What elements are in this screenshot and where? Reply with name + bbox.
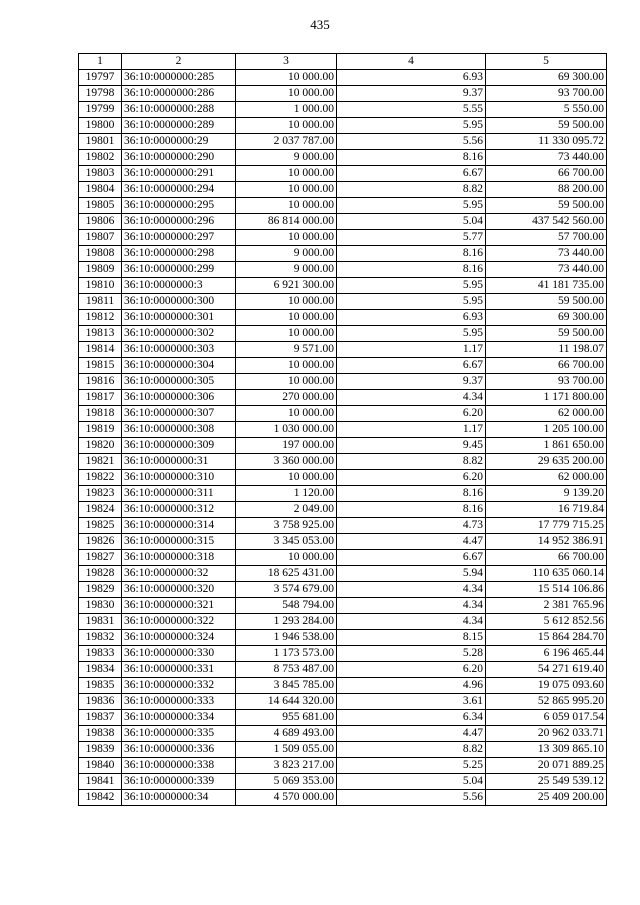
value-cell: 73 440.00 (486, 150, 607, 166)
value-cell: 66 700.00 (486, 550, 607, 566)
rate-cell: 5.28 (337, 646, 486, 662)
table-row (79, 598, 607, 614)
area-cell: 1 173 573.00 (236, 646, 337, 662)
header-col-3: 3 (236, 54, 337, 70)
page-number: 435 (310, 17, 330, 32)
rate-cell: 8.15 (337, 630, 486, 646)
area-cell: 10 000.00 (236, 310, 337, 326)
rate-cell: 8.16 (337, 150, 486, 166)
rate-cell: 1.17 (337, 422, 486, 438)
cadastral-number-cell: 36:10:0000000:322 (122, 614, 236, 630)
table-row (79, 134, 607, 150)
rate-cell: 8.82 (337, 742, 486, 758)
area-cell: 9 571.00 (236, 342, 337, 358)
value-cell: 19 075 093.60 (486, 678, 607, 694)
rate-cell: 9.37 (337, 86, 486, 102)
row-number-cell: 19819 (79, 422, 122, 438)
cadastral-number-cell: 36:10:0000000:309 (122, 438, 236, 454)
row-number-cell: 19829 (79, 582, 122, 598)
value-cell: 93 700.00 (486, 86, 607, 102)
table-row (79, 326, 607, 342)
value-cell: 5 612 852.56 (486, 614, 607, 630)
value-cell: 59 500.00 (486, 294, 607, 310)
rate-cell: 5.95 (337, 326, 486, 342)
row-number-cell: 19805 (79, 198, 122, 214)
value-cell: 59 500.00 (486, 118, 607, 134)
cadastral-number-cell: 36:10:0000000:303 (122, 342, 236, 358)
area-cell: 10 000.00 (236, 86, 337, 102)
area-cell: 10 000.00 (236, 70, 337, 86)
value-cell: 66 700.00 (486, 358, 607, 374)
rate-cell: 4.34 (337, 390, 486, 406)
value-cell: 69 300.00 (486, 310, 607, 326)
rate-cell: 4.47 (337, 726, 486, 742)
area-cell: 1 293 284.00 (236, 614, 337, 630)
table-row (79, 310, 607, 326)
table-row (79, 422, 607, 438)
table-row (79, 406, 607, 422)
rate-cell: 4.96 (337, 678, 486, 694)
table-row (79, 262, 607, 278)
row-number-cell: 19808 (79, 246, 122, 262)
row-number-cell: 19838 (79, 726, 122, 742)
value-cell: 93 700.00 (486, 374, 607, 390)
table-row (79, 454, 607, 470)
area-cell: 10 000.00 (236, 326, 337, 342)
cadastral-number-cell: 36:10:0000000:294 (122, 182, 236, 198)
cadastral-number-cell: 36:10:0000000:297 (122, 230, 236, 246)
area-cell: 10 000.00 (236, 118, 337, 134)
area-cell: 197 000.00 (236, 438, 337, 454)
row-number-cell: 19830 (79, 598, 122, 614)
table-row (79, 726, 607, 742)
row-number-cell: 19803 (79, 166, 122, 182)
cadastral-number-cell: 36:10:0000000:296 (122, 214, 236, 230)
cadastral-number-cell: 36:10:0000000:318 (122, 550, 236, 566)
area-cell: 10 000.00 (236, 182, 337, 198)
table-row (79, 694, 607, 710)
row-number-cell: 19821 (79, 454, 122, 470)
value-cell: 25 409 200.00 (486, 790, 607, 806)
value-cell: 15 514 106.86 (486, 582, 607, 598)
row-number-cell: 19809 (79, 262, 122, 278)
value-cell: 54 271 619.40 (486, 662, 607, 678)
value-cell: 1 171 800.00 (486, 390, 607, 406)
table-row (79, 566, 607, 582)
row-number-cell: 19815 (79, 358, 122, 374)
rate-cell: 4.34 (337, 614, 486, 630)
row-number-cell: 19827 (79, 550, 122, 566)
value-cell: 41 181 735.00 (486, 278, 607, 294)
area-cell: 10 000.00 (236, 374, 337, 390)
rate-cell: 6.67 (337, 358, 486, 374)
rate-cell: 6.20 (337, 406, 486, 422)
rate-cell: 5.95 (337, 294, 486, 310)
table-row (79, 150, 607, 166)
cadastral-number-cell: 36:10:0000000:299 (122, 262, 236, 278)
area-cell: 2 037 787.00 (236, 134, 337, 150)
row-number-cell: 19841 (79, 774, 122, 790)
cadastral-number-cell: 36:10:0000000:285 (122, 70, 236, 86)
value-cell: 6 196 465.44 (486, 646, 607, 662)
value-cell: 9 139.20 (486, 486, 607, 502)
row-number-cell: 19807 (79, 230, 122, 246)
table-row (79, 550, 607, 566)
cadastral-number-cell: 36:10:0000000:314 (122, 518, 236, 534)
area-cell: 1 000.00 (236, 102, 337, 118)
area-cell: 4 570 000.00 (236, 790, 337, 806)
cadastral-number-cell: 36:10:0000000:324 (122, 630, 236, 646)
value-cell: 25 549 539.12 (486, 774, 607, 790)
cadastral-number-cell: 36:10:0000000:312 (122, 502, 236, 518)
row-number-cell: 19840 (79, 758, 122, 774)
cadastral-number-cell: 36:10:0000000:304 (122, 358, 236, 374)
value-cell: 11 198.07 (486, 342, 607, 358)
rate-cell: 6.20 (337, 470, 486, 486)
cadastral-number-cell: 36:10:0000000:315 (122, 534, 236, 550)
value-cell: 2 381 765.96 (486, 598, 607, 614)
cadastral-number-cell: 36:10:0000000:335 (122, 726, 236, 742)
row-number-cell: 19836 (79, 694, 122, 710)
rate-cell: 6.20 (337, 662, 486, 678)
area-cell: 10 000.00 (236, 198, 337, 214)
rate-cell: 6.34 (337, 710, 486, 726)
table-row (79, 662, 607, 678)
value-cell: 5 550.00 (486, 102, 607, 118)
rate-cell: 5.95 (337, 198, 486, 214)
value-cell: 69 300.00 (486, 70, 607, 86)
value-cell: 59 500.00 (486, 326, 607, 342)
value-cell: 11 330 095.72 (486, 134, 607, 150)
cadastral-number-cell: 36:10:0000000:307 (122, 406, 236, 422)
value-cell: 57 700.00 (486, 230, 607, 246)
cadastral-number-cell: 36:10:0000000:330 (122, 646, 236, 662)
table-row (79, 182, 607, 198)
rate-cell: 5.77 (337, 230, 486, 246)
row-number-cell: 19831 (79, 614, 122, 630)
area-cell: 3 345 053.00 (236, 534, 337, 550)
row-number-cell: 19811 (79, 294, 122, 310)
value-cell: 20 962 033.71 (486, 726, 607, 742)
table-row (79, 470, 607, 486)
value-cell: 62 000.00 (486, 406, 607, 422)
row-number-cell: 19823 (79, 486, 122, 502)
rate-cell: 8.16 (337, 262, 486, 278)
table-row (79, 374, 607, 390)
area-cell: 3 574 679.00 (236, 582, 337, 598)
cadastral-number-cell: 36:10:0000000:320 (122, 582, 236, 598)
rate-cell: 5.55 (337, 102, 486, 118)
table-row (79, 102, 607, 118)
area-cell: 3 845 785.00 (236, 678, 337, 694)
table-row (79, 86, 607, 102)
table-row (79, 230, 607, 246)
cadastral-number-cell: 36:10:0000000:310 (122, 470, 236, 486)
area-cell: 5 069 353.00 (236, 774, 337, 790)
value-cell: 88 200.00 (486, 182, 607, 198)
cadastral-number-cell: 36:10:0000000:290 (122, 150, 236, 166)
table-row (79, 646, 607, 662)
area-cell: 10 000.00 (236, 358, 337, 374)
cadastral-number-cell: 36:10:0000000:3 (122, 278, 236, 294)
area-cell: 1 120.00 (236, 486, 337, 502)
rate-cell: 1.17 (337, 342, 486, 358)
row-number-cell: 19820 (79, 438, 122, 454)
cadastral-number-cell: 36:10:0000000:289 (122, 118, 236, 134)
rate-cell: 9.45 (337, 438, 486, 454)
row-number-cell: 19835 (79, 678, 122, 694)
cadastral-number-cell: 36:10:0000000:308 (122, 422, 236, 438)
area-cell: 1 509 055.00 (236, 742, 337, 758)
table-row (79, 758, 607, 774)
table-row (79, 630, 607, 646)
value-cell: 62 000.00 (486, 470, 607, 486)
table-body (79, 70, 607, 806)
area-cell: 10 000.00 (236, 294, 337, 310)
rate-cell: 6.93 (337, 310, 486, 326)
cadastral-number-cell: 36:10:0000000:302 (122, 326, 236, 342)
row-number-cell: 19799 (79, 102, 122, 118)
row-number-cell: 19839 (79, 742, 122, 758)
area-cell: 9 000.00 (236, 246, 337, 262)
table-row (79, 342, 607, 358)
value-cell: 110 635 060.14 (486, 566, 607, 582)
rate-cell: 5.95 (337, 278, 486, 294)
value-cell: 73 440.00 (486, 262, 607, 278)
cadastral-number-cell: 36:10:0000000:32 (122, 566, 236, 582)
rate-cell: 6.67 (337, 166, 486, 182)
value-cell: 1 205 100.00 (486, 422, 607, 438)
row-number-cell: 19798 (79, 86, 122, 102)
rate-cell: 5.56 (337, 790, 486, 806)
cadastral-number-cell: 36:10:0000000:338 (122, 758, 236, 774)
table-row (79, 294, 607, 310)
rate-cell: 5.95 (337, 118, 486, 134)
row-number-cell: 19832 (79, 630, 122, 646)
cadastral-number-cell: 36:10:0000000:34 (122, 790, 236, 806)
value-cell: 6 059 017.54 (486, 710, 607, 726)
value-cell: 29 635 200.00 (486, 454, 607, 470)
area-cell: 6 921 300.00 (236, 278, 337, 294)
table-row (79, 742, 607, 758)
cadastral-number-cell: 36:10:0000000:333 (122, 694, 236, 710)
row-number-cell: 19833 (79, 646, 122, 662)
rate-cell: 6.93 (337, 70, 486, 86)
rate-cell: 5.04 (337, 214, 486, 230)
cadastral-number-cell: 36:10:0000000:306 (122, 390, 236, 406)
table-row (79, 582, 607, 598)
header-col-4: 4 (337, 54, 486, 70)
row-number-cell: 19812 (79, 310, 122, 326)
row-number-cell: 19814 (79, 342, 122, 358)
header-col-5: 5 (486, 54, 607, 70)
value-cell: 59 500.00 (486, 198, 607, 214)
value-cell: 16 719.84 (486, 502, 607, 518)
value-cell: 1 861 650.00 (486, 438, 607, 454)
row-number-cell: 19801 (79, 134, 122, 150)
row-number-cell: 19818 (79, 406, 122, 422)
area-cell: 10 000.00 (236, 406, 337, 422)
table-row (79, 118, 607, 134)
area-cell: 548 794.00 (236, 598, 337, 614)
cadastral-number-cell: 36:10:0000000:331 (122, 662, 236, 678)
rate-cell: 5.25 (337, 758, 486, 774)
rate-cell: 4.34 (337, 598, 486, 614)
row-number-cell: 19842 (79, 790, 122, 806)
area-cell: 10 000.00 (236, 166, 337, 182)
row-number-cell: 19816 (79, 374, 122, 390)
row-number-cell: 19804 (79, 182, 122, 198)
table-row (79, 358, 607, 374)
value-cell: 14 952 386.91 (486, 534, 607, 550)
table-row (79, 790, 607, 806)
rate-cell: 8.16 (337, 246, 486, 262)
rate-cell: 8.16 (337, 502, 486, 518)
cadastral-number-cell: 36:10:0000000:291 (122, 166, 236, 182)
header-col-2: 2 (122, 54, 236, 70)
header-col-1: 1 (79, 54, 122, 70)
rate-cell: 4.34 (337, 582, 486, 598)
row-number-cell: 19806 (79, 214, 122, 230)
cadastral-number-cell: 36:10:0000000:321 (122, 598, 236, 614)
area-cell: 3 758 925.00 (236, 518, 337, 534)
cadastral-number-cell: 36:10:0000000:305 (122, 374, 236, 390)
data-table (78, 53, 607, 806)
value-cell: 73 440.00 (486, 246, 607, 262)
cadastral-number-cell: 36:10:0000000:311 (122, 486, 236, 502)
cadastral-number-cell: 36:10:0000000:339 (122, 774, 236, 790)
value-cell: 20 071 889.25 (486, 758, 607, 774)
header-row (79, 54, 607, 70)
table-row (79, 518, 607, 534)
table-row (79, 614, 607, 630)
table-row (79, 390, 607, 406)
row-number-cell: 19824 (79, 502, 122, 518)
area-cell: 8 753 487.00 (236, 662, 337, 678)
area-cell: 9 000.00 (236, 262, 337, 278)
rate-cell: 9.37 (337, 374, 486, 390)
table-row (79, 678, 607, 694)
row-number-cell: 19828 (79, 566, 122, 582)
area-cell: 4 689 493.00 (236, 726, 337, 742)
row-number-cell: 19797 (79, 70, 122, 86)
table-row (79, 70, 607, 86)
rate-cell: 8.16 (337, 486, 486, 502)
rate-cell: 8.82 (337, 182, 486, 198)
cadastral-number-cell: 36:10:0000000:286 (122, 86, 236, 102)
table-row (79, 438, 607, 454)
area-cell: 10 000.00 (236, 230, 337, 246)
table-row (79, 486, 607, 502)
area-cell: 270 000.00 (236, 390, 337, 406)
rate-cell: 4.73 (337, 518, 486, 534)
table-row (79, 774, 607, 790)
rate-cell: 6.67 (337, 550, 486, 566)
value-cell: 437 542 560.00 (486, 214, 607, 230)
value-cell: 17 779 715.25 (486, 518, 607, 534)
cadastral-number-cell: 36:10:0000000:31 (122, 454, 236, 470)
area-cell: 9 000.00 (236, 150, 337, 166)
area-cell: 3 823 217.00 (236, 758, 337, 774)
area-cell: 14 644 320.00 (236, 694, 337, 710)
table-row (79, 214, 607, 230)
cadastral-number-cell: 36:10:0000000:295 (122, 198, 236, 214)
value-cell: 13 309 865.10 (486, 742, 607, 758)
cadastral-number-cell: 36:10:0000000:334 (122, 710, 236, 726)
table-row (79, 502, 607, 518)
rate-cell: 5.56 (337, 134, 486, 150)
cadastral-number-cell: 36:10:0000000:29 (122, 134, 236, 150)
area-cell: 86 814 000.00 (236, 214, 337, 230)
cadastral-number-cell: 36:10:0000000:288 (122, 102, 236, 118)
row-number-cell: 19822 (79, 470, 122, 486)
row-number-cell: 19834 (79, 662, 122, 678)
rate-cell: 3.61 (337, 694, 486, 710)
area-cell: 10 000.00 (236, 470, 337, 486)
row-number-cell: 19826 (79, 534, 122, 550)
rate-cell: 5.04 (337, 774, 486, 790)
rate-cell: 5.94 (337, 566, 486, 582)
value-cell: 66 700.00 (486, 166, 607, 182)
cadastral-number-cell: 36:10:0000000:301 (122, 310, 236, 326)
rate-cell: 8.82 (337, 454, 486, 470)
table-row (79, 246, 607, 262)
value-cell: 52 865 995.20 (486, 694, 607, 710)
area-cell: 2 049.00 (236, 502, 337, 518)
row-number-cell: 19837 (79, 710, 122, 726)
row-number-cell: 19813 (79, 326, 122, 342)
row-number-cell: 19817 (79, 390, 122, 406)
row-number-cell: 19802 (79, 150, 122, 166)
area-cell: 1 946 538.00 (236, 630, 337, 646)
area-cell: 18 625 431.00 (236, 566, 337, 582)
cadastral-number-cell: 36:10:0000000:298 (122, 246, 236, 262)
cadastral-number-cell: 36:10:0000000:300 (122, 294, 236, 310)
table-row (79, 198, 607, 214)
rate-cell: 4.47 (337, 534, 486, 550)
table-row (79, 710, 607, 726)
area-cell: 955 681.00 (236, 710, 337, 726)
row-number-cell: 19800 (79, 118, 122, 134)
cadastral-number-cell: 36:10:0000000:336 (122, 742, 236, 758)
value-cell: 15 864 284.70 (486, 630, 607, 646)
cadastral-number-cell: 36:10:0000000:332 (122, 678, 236, 694)
area-cell: 10 000.00 (236, 550, 337, 566)
row-number-cell: 19825 (79, 518, 122, 534)
row-number-cell: 19810 (79, 278, 122, 294)
table-row (79, 166, 607, 182)
table-header (79, 54, 607, 70)
area-cell: 3 360 000.00 (236, 454, 337, 470)
area-cell: 1 030 000.00 (236, 422, 337, 438)
table-row (79, 278, 607, 294)
table-row (79, 534, 607, 550)
